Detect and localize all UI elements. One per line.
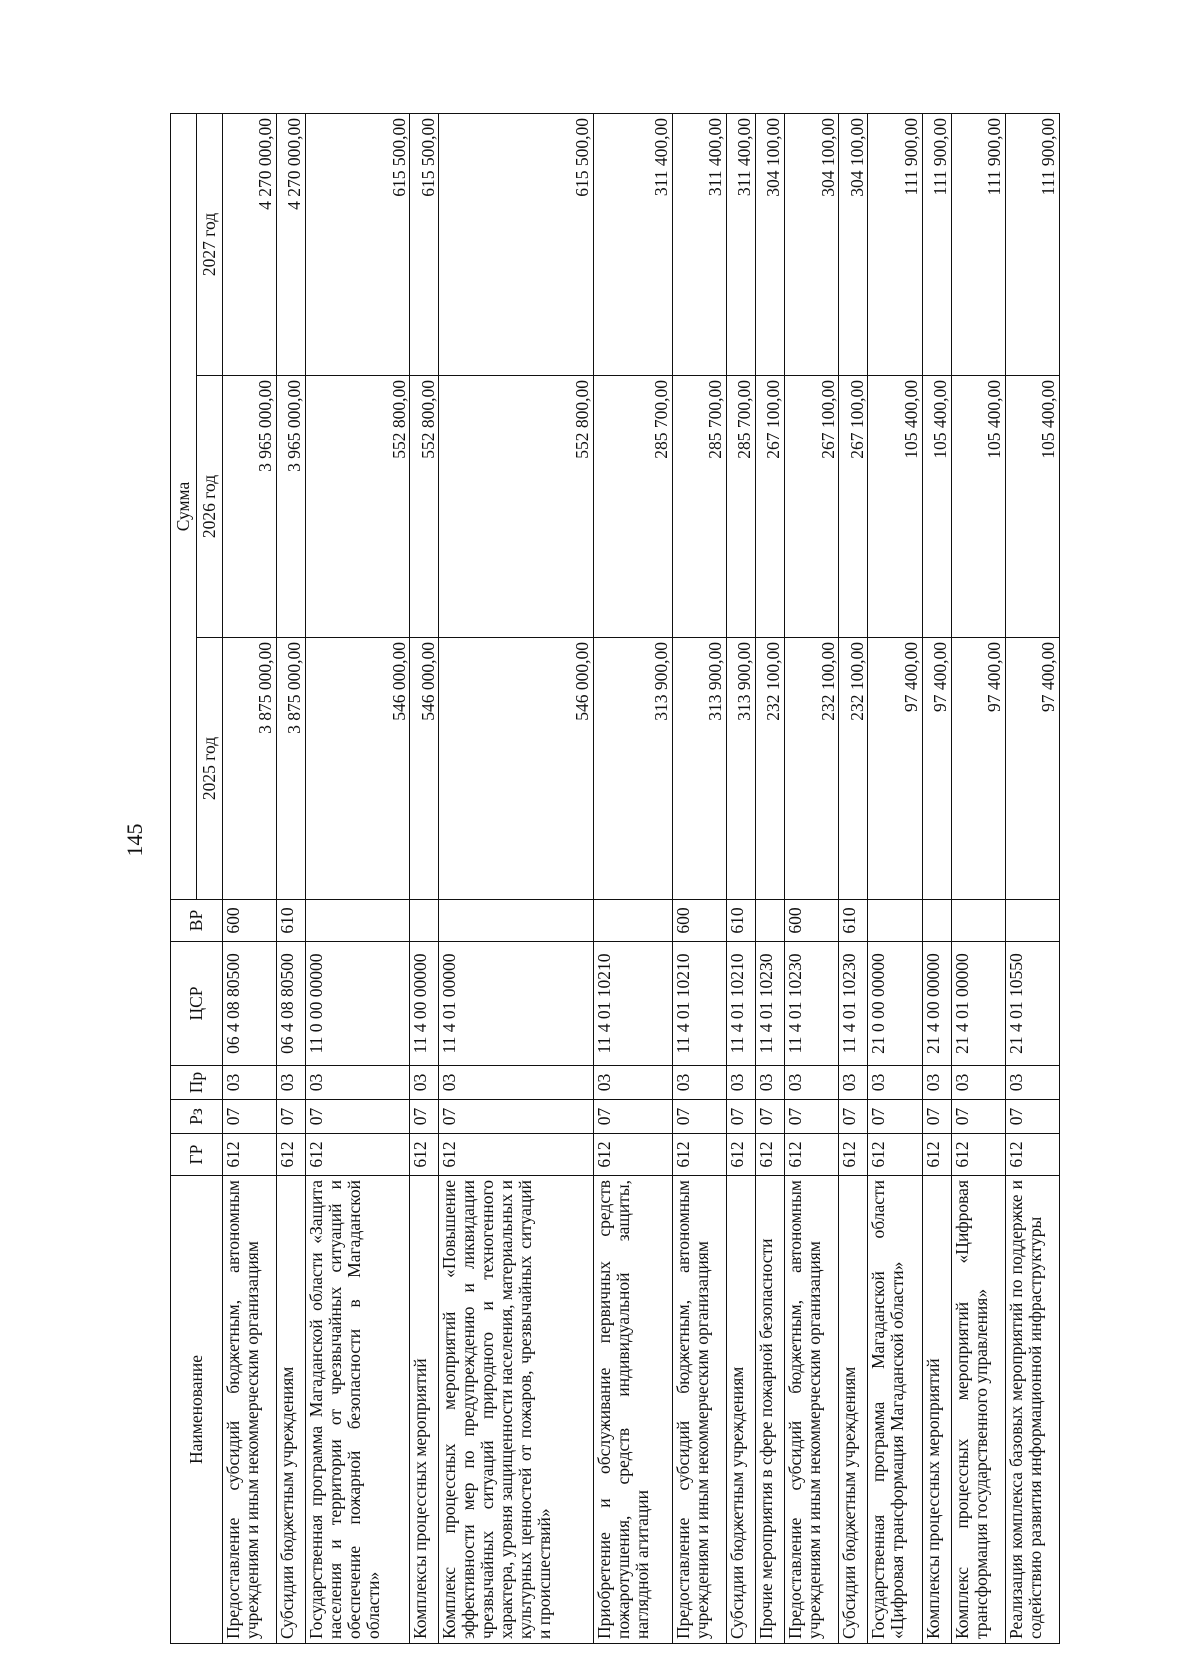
row-pr: 03 <box>306 1066 410 1100</box>
row-sum-2025: 97 400,00 <box>951 638 1005 900</box>
row-vr: 610 <box>277 900 306 942</box>
row-pr: 03 <box>1005 1066 1059 1100</box>
row-vr <box>593 900 672 942</box>
row-sum-2026: 285 700,00 <box>593 376 672 638</box>
page-number: 145 <box>122 823 147 857</box>
row-sum-2026: 105 400,00 <box>1005 376 1059 638</box>
row-rz: 07 <box>673 1100 727 1134</box>
row-sum-2025: 3 875 000,00 <box>277 638 306 900</box>
row-vr <box>922 900 951 942</box>
table-row <box>410 114 439 1644</box>
row-gr: 612 <box>868 1134 922 1176</box>
row-rz: 07 <box>1005 1100 1059 1134</box>
header-gr: ГР <box>171 1134 223 1176</box>
row-name: Предоставление субсидий бюджетным, автономным учреждениям и иным некоммерческим организациям <box>785 1176 839 1644</box>
row-gr: 612 <box>839 1134 868 1176</box>
header-rz: Рз <box>171 1100 223 1134</box>
header-year-2026: 2026 год <box>197 376 223 638</box>
header-vr: ВР <box>171 900 223 942</box>
row-csr: 11 4 01 10230 <box>785 942 839 1066</box>
row-vr <box>951 900 1005 942</box>
header-year-2025: 2025 год <box>197 638 223 900</box>
row-sum-2027: 615 500,00 <box>410 114 439 376</box>
row-gr: 612 <box>951 1134 1005 1176</box>
row-sum-2025: 546 000,00 <box>306 638 410 900</box>
row-vr: 610 <box>727 900 756 942</box>
table-row <box>868 114 922 1644</box>
row-pr: 03 <box>868 1066 922 1100</box>
row-rz: 07 <box>868 1100 922 1134</box>
row-rz: 07 <box>951 1100 1005 1134</box>
row-rz: 07 <box>922 1100 951 1134</box>
header-name: Наименование <box>171 1176 223 1644</box>
row-rz: 07 <box>439 1100 593 1134</box>
row-vr <box>410 900 439 942</box>
row-name: Государственная программа Магаданской области «Защита населения и территории от чрезвычайных ситуаций и обеспечение пожарной безопасности в Магаданской области» <box>306 1176 410 1644</box>
row-sum-2025: 232 100,00 <box>839 638 868 900</box>
table-row <box>922 114 951 1644</box>
table-row <box>839 114 868 1644</box>
row-sum-2027: 304 100,00 <box>785 114 839 376</box>
row-csr: 11 4 00 00000 <box>410 942 439 1066</box>
row-rz: 07 <box>785 1100 839 1134</box>
row-sum-2025: 97 400,00 <box>868 638 922 900</box>
row-vr <box>306 900 410 942</box>
row-sum-2026: 267 100,00 <box>756 376 785 638</box>
table-body <box>223 114 1060 1644</box>
row-vr: 600 <box>785 900 839 942</box>
row-sum-2025: 232 100,00 <box>756 638 785 900</box>
row-pr: 03 <box>785 1066 839 1100</box>
table-row <box>306 114 410 1644</box>
table-row <box>277 114 306 1644</box>
row-name: Комплекс процессных мероприятий «Цифровая трансформация государственного управления» <box>951 1176 1005 1644</box>
row-vr: 600 <box>223 900 277 942</box>
row-sum-2026: 105 400,00 <box>951 376 1005 638</box>
row-rz: 07 <box>223 1100 277 1134</box>
row-rz: 07 <box>306 1100 410 1134</box>
row-vr <box>1005 900 1059 942</box>
row-sum-2027: 615 500,00 <box>306 114 410 376</box>
row-name: Прочие мероприятия в сфере пожарной безопасности <box>756 1176 785 1644</box>
row-name: Субсидии бюджетным учреждениям <box>839 1176 868 1644</box>
rotated-table-wrapper <box>170 114 1060 1644</box>
row-sum-2027: 111 900,00 <box>1005 114 1059 376</box>
row-name: Комплекс процессных мероприятий «Повышение эффективности мер по предупреждению и ликвидации чрезвычайных ситуаций природного и техногенного характера, уровня защищенности населения, материальных и культурных ценностей от пожаров, чрезвычайных ситуаций и происшествий» <box>439 1176 593 1644</box>
row-csr: 11 4 01 10210 <box>727 942 756 1066</box>
row-sum-2027: 111 900,00 <box>951 114 1005 376</box>
row-vr <box>756 900 785 942</box>
row-gr: 612 <box>277 1134 306 1176</box>
row-vr <box>868 900 922 942</box>
row-sum-2026: 105 400,00 <box>868 376 922 638</box>
row-gr: 612 <box>673 1134 727 1176</box>
row-gr: 612 <box>922 1134 951 1176</box>
row-name: Предоставление субсидий бюджетным, автономным учреждениям и иным некоммерческим организациям <box>673 1176 727 1644</box>
row-sum-2025: 3 875 000,00 <box>223 638 277 900</box>
row-rz: 07 <box>593 1100 672 1134</box>
row-pr: 03 <box>922 1066 951 1100</box>
row-gr: 612 <box>439 1134 593 1176</box>
row-sum-2026: 552 800,00 <box>306 376 410 638</box>
row-csr: 21 0 00 00000 <box>868 942 922 1066</box>
table-row <box>223 114 277 1644</box>
row-csr: 21 4 01 10550 <box>1005 942 1059 1066</box>
row-pr: 03 <box>839 1066 868 1100</box>
row-name: Приобретение и обслуживание первичных средств пожаротушения, средств индивидуальной защиты, наглядной агитации <box>593 1176 672 1644</box>
row-csr: 06 4 08 80500 <box>277 942 306 1066</box>
row-gr: 612 <box>593 1134 672 1176</box>
row-csr: 11 4 01 00000 <box>439 942 593 1066</box>
row-csr: 11 4 01 10210 <box>673 942 727 1066</box>
row-pr: 03 <box>223 1066 277 1100</box>
row-pr: 03 <box>673 1066 727 1100</box>
row-sum-2027: 615 500,00 <box>439 114 593 376</box>
table-row <box>439 114 593 1644</box>
row-sum-2027: 4 270 000,00 <box>223 114 277 376</box>
row-csr: 11 4 01 10230 <box>756 942 785 1066</box>
row-sum-2025: 546 000,00 <box>439 638 593 900</box>
row-pr: 03 <box>439 1066 593 1100</box>
row-name: Государственная программа Магаданской области «Цифровая трансформация Магаданской области» <box>868 1176 922 1644</box>
row-sum-2025: 313 900,00 <box>593 638 672 900</box>
row-csr: 11 4 01 10210 <box>593 942 672 1066</box>
row-sum-2027: 304 100,00 <box>839 114 868 376</box>
row-vr <box>439 900 593 942</box>
row-rz: 07 <box>839 1100 868 1134</box>
row-name: Реализация комплекса базовых мероприятий по поддержке и содействию развития информационной инфраструктуры <box>1005 1176 1059 1644</box>
row-sum-2026: 267 100,00 <box>839 376 868 638</box>
row-name: Субсидии бюджетным учреждениям <box>277 1176 306 1644</box>
row-sum-2027: 311 400,00 <box>673 114 727 376</box>
table-row <box>1005 114 1059 1644</box>
row-pr: 03 <box>593 1066 672 1100</box>
row-sum-2027: 111 900,00 <box>868 114 922 376</box>
row-sum-2025: 313 900,00 <box>673 638 727 900</box>
row-sum-2026: 285 700,00 <box>673 376 727 638</box>
row-pr: 03 <box>277 1066 306 1100</box>
row-sum-2027: 311 400,00 <box>593 114 672 376</box>
row-sum-2027: 4 270 000,00 <box>277 114 306 376</box>
row-csr: 06 4 08 80500 <box>223 942 277 1066</box>
header-csr: ЦСР <box>171 942 223 1066</box>
row-sum-2025: 313 900,00 <box>727 638 756 900</box>
row-csr: 11 4 01 10230 <box>839 942 868 1066</box>
table-row <box>756 114 785 1644</box>
row-rz: 07 <box>277 1100 306 1134</box>
table-row <box>593 114 672 1644</box>
row-gr: 612 <box>785 1134 839 1176</box>
row-rz: 07 <box>727 1100 756 1134</box>
table-row <box>785 114 839 1644</box>
row-sum-2026: 3 965 000,00 <box>277 376 306 638</box>
row-sum-2026: 267 100,00 <box>785 376 839 638</box>
table-row <box>727 114 756 1644</box>
row-vr: 600 <box>673 900 727 942</box>
row-gr: 612 <box>727 1134 756 1176</box>
row-name: Комплексы процессных мероприятий <box>922 1176 951 1644</box>
row-sum-2026: 105 400,00 <box>922 376 951 638</box>
header-year-2027: 2027 год <box>197 114 223 376</box>
row-csr: 21 4 00 00000 <box>922 942 951 1066</box>
row-gr: 612 <box>1005 1134 1059 1176</box>
row-sum-2025: 97 400,00 <box>1005 638 1059 900</box>
table-row <box>951 114 1005 1644</box>
row-gr: 612 <box>306 1134 410 1176</box>
table-row <box>673 114 727 1644</box>
row-sum-2027: 111 900,00 <box>922 114 951 376</box>
row-rz: 07 <box>756 1100 785 1134</box>
row-pr: 03 <box>410 1066 439 1100</box>
row-rz: 07 <box>410 1100 439 1134</box>
row-sum-2025: 232 100,00 <box>785 638 839 900</box>
header-pr: Пр <box>171 1066 223 1100</box>
row-sum-2025: 546 000,00 <box>410 638 439 900</box>
row-sum-2025: 97 400,00 <box>922 638 951 900</box>
row-gr: 612 <box>223 1134 277 1176</box>
row-csr: 21 4 01 00000 <box>951 942 1005 1066</box>
row-sum-2026: 552 800,00 <box>439 376 593 638</box>
header-sum-group: Сумма <box>171 114 197 900</box>
row-pr: 03 <box>951 1066 1005 1100</box>
row-sum-2027: 304 100,00 <box>756 114 785 376</box>
budget-table <box>170 113 1060 1644</box>
row-pr: 03 <box>756 1066 785 1100</box>
row-name: Предоставление субсидий бюджетным, автономным учреждениям и иным некоммерческим организациям <box>223 1176 277 1644</box>
row-csr: 11 0 00 00000 <box>306 942 410 1066</box>
row-gr: 612 <box>756 1134 785 1176</box>
row-pr: 03 <box>727 1066 756 1100</box>
row-gr: 612 <box>410 1134 439 1176</box>
row-vr: 610 <box>839 900 868 942</box>
row-name: Субсидии бюджетным учреждениям <box>727 1176 756 1644</box>
row-name: Комплексы процессных мероприятий <box>410 1176 439 1644</box>
row-sum-2026: 285 700,00 <box>727 376 756 638</box>
row-sum-2026: 3 965 000,00 <box>223 376 277 638</box>
row-sum-2026: 552 800,00 <box>410 376 439 638</box>
row-sum-2027: 311 400,00 <box>727 114 756 376</box>
